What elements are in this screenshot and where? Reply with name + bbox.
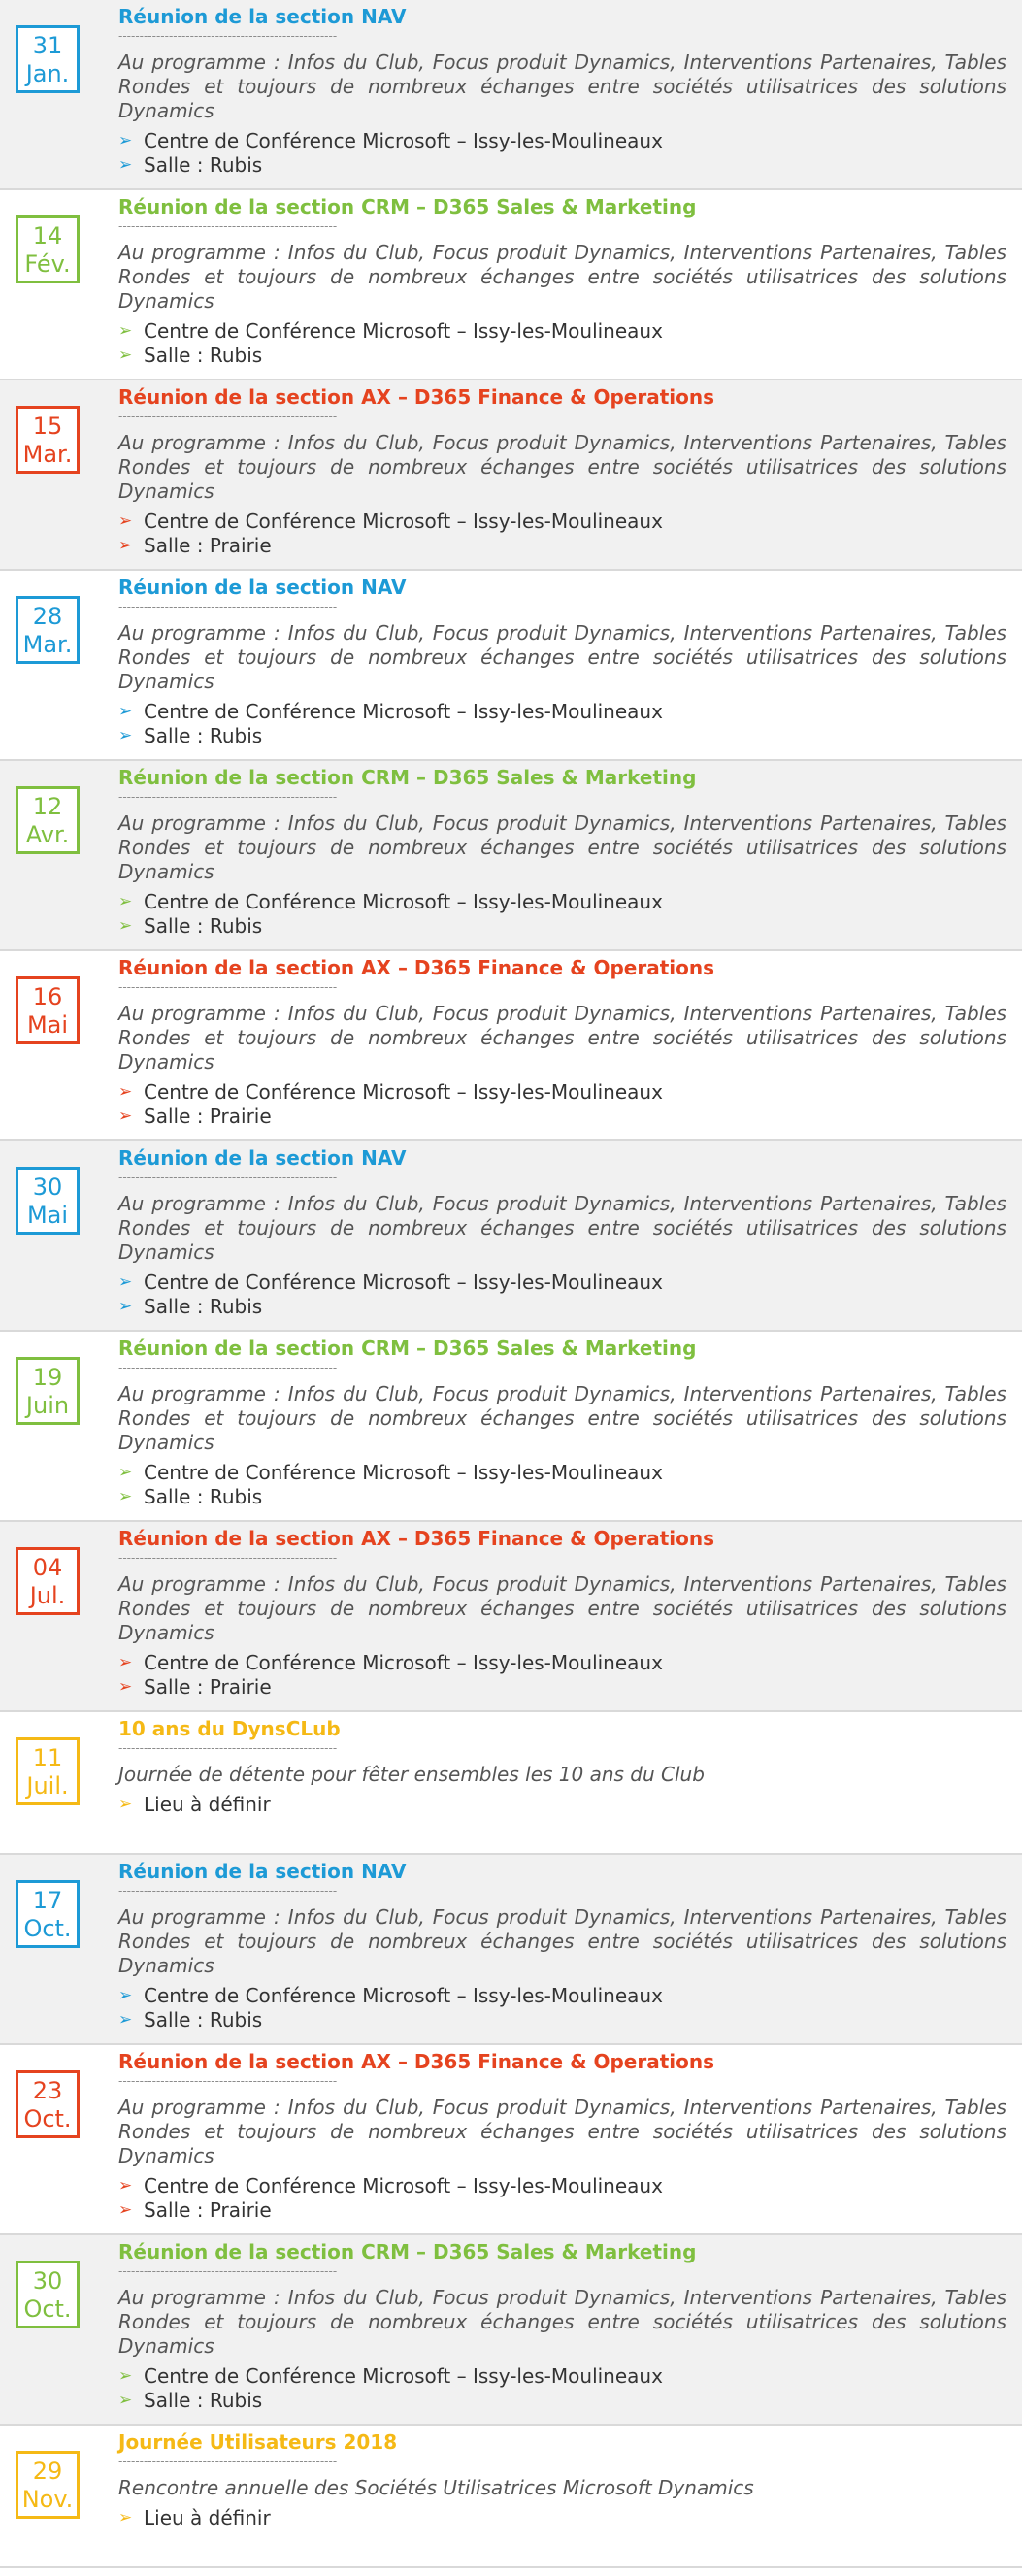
date-day: 12: [32, 793, 63, 820]
arrow-bullet-icon: ➢: [118, 1677, 133, 1697]
event-content: [118, 194, 1006, 368]
separator-line: ----------------------------------------------------: [118, 1741, 338, 1755]
bullet-item: [118, 129, 1006, 153]
date-badge: [16, 2451, 80, 2519]
date-badge: [16, 1880, 80, 1948]
date-day: 17: [32, 1887, 63, 1914]
event-title[interactable]: Réunion de la section NAV: [118, 1146, 407, 1170]
date-month: Mai: [26, 1011, 69, 1039]
separator-line: ----------------------------------------------------: [118, 1884, 338, 1898]
date-day: 15: [32, 413, 63, 440]
separator-line: ----------------------------------------------------: [118, 1361, 338, 1374]
event-row: [0, 571, 1022, 761]
event-title[interactable]: Réunion de la section AX – D365 Finance & Operations: [118, 956, 715, 979]
bullet-text: Salle : Prairie: [144, 534, 272, 557]
event-content: [118, 2049, 1006, 2223]
date-month: Oct.: [23, 1915, 72, 1942]
bullet-item: [118, 1984, 1006, 2008]
bullet-text: Centre de Conférence Microsoft – Issy-les-Moulineaux: [144, 700, 663, 723]
arrow-bullet-icon: ➢: [118, 2391, 133, 2410]
bullet-item: [118, 2008, 1006, 2032]
date-day: 16: [32, 983, 63, 1010]
date-day: 23: [32, 2077, 63, 2104]
arrow-bullet-icon: ➢: [118, 1272, 133, 1292]
arrow-bullet-icon: ➢: [118, 726, 133, 745]
bullet-list: [118, 1793, 1006, 1817]
bullet-list: [118, 700, 1006, 748]
bullet-list: [118, 890, 1006, 939]
event-description: Rencontre annuelle des Sociétés Utilisatrices Microsoft Dynamics: [118, 2476, 754, 2499]
separator-line: ----------------------------------------------------: [118, 790, 338, 804]
event-title[interactable]: Réunion de la section NAV: [118, 1860, 407, 1883]
date-day: 19: [32, 1364, 63, 1391]
bullet-text: Lieu à définir: [144, 1793, 271, 1816]
event-row: [0, 1522, 1022, 1712]
date-badge: [16, 1737, 80, 1805]
event-description: Au programme : Infos du Club, Focus produit Dynamics, Interventions Partenaires, Tables Rondes et toujours de nombreux échanges entre sociétés utilisatrices des solutions Dynamics: [118, 1382, 1006, 1454]
date-day: 31: [32, 32, 63, 59]
bullet-text: Salle : Rubis: [144, 2389, 263, 2412]
bullet-list: [118, 510, 1006, 558]
bullet-list: [118, 1080, 1006, 1129]
event-row: [0, 1141, 1022, 1332]
event-description: Au programme : Infos du Club, Focus produit Dynamics, Interventions Partenaires, Tables Rondes et toujours de nombreux échanges entre sociétés utilisatrices des solutions Dynamics: [118, 1572, 1006, 1644]
date-badge: [16, 596, 80, 664]
bullet-item: [118, 2198, 1006, 2223]
event-content: [118, 1526, 1006, 1700]
arrow-bullet-icon: ➢: [118, 2010, 133, 2030]
event-description: Au programme : Infos du Club, Focus produit Dynamics, Interventions Partenaires, Tables Rondes et toujours de nombreux échanges entre sociétés utilisatrices des solutions Dynamics: [118, 621, 1006, 693]
bullet-text: Centre de Conférence Microsoft – Issy-les-Moulineaux: [144, 1651, 663, 1674]
event-content: [118, 1859, 1006, 2032]
event-description: Au programme : Infos du Club, Focus produit Dynamics, Interventions Partenaires, Tables Rondes et toujours de nombreux échanges entre sociétés utilisatrices des solutions Dynamics: [118, 2286, 1006, 2358]
event-content: [118, 575, 1006, 748]
separator-line: ----------------------------------------------------: [118, 2264, 338, 2278]
arrow-bullet-icon: ➢: [118, 512, 133, 531]
bullet-text: Salle : Rubis: [144, 344, 263, 367]
bullet-list: [118, 319, 1006, 368]
event-description: Au programme : Infos du Club, Focus produit Dynamics, Interventions Partenaires, Tables Rondes et toujours de nombreux échanges entre sociétés utilisatrices des solutions Dynamics: [118, 1192, 1006, 1264]
event-title[interactable]: Journée Utilisateurs 2018: [118, 2430, 398, 2454]
date-month: Oct.: [23, 2105, 72, 2132]
bullet-text: Centre de Conférence Microsoft – Issy-les-Moulineaux: [144, 1461, 663, 1484]
bullet-item: [118, 1485, 1006, 1509]
event-description: Au programme : Infos du Club, Focus produit Dynamics, Interventions Partenaires, Tables Rondes et toujours de nombreux échanges entre sociétés utilisatrices des solutions Dynamics: [118, 2096, 1006, 2167]
bullet-item: [118, 153, 1006, 178]
bullet-item: [118, 724, 1006, 748]
date-day: 14: [32, 222, 63, 249]
bullet-list: [118, 2174, 1006, 2223]
date-month: Oct.: [23, 2295, 72, 2323]
date-badge: [16, 215, 80, 283]
event-title[interactable]: Réunion de la section NAV: [118, 5, 407, 28]
event-title[interactable]: Réunion de la section CRM – D365 Sales & Marketing: [118, 766, 697, 789]
date-day: 28: [32, 603, 63, 630]
bullet-text: Centre de Conférence Microsoft – Issy-les-Moulineaux: [144, 890, 663, 913]
arrow-bullet-icon: ➢: [118, 702, 133, 721]
event-title[interactable]: Réunion de la section CRM – D365 Sales & Marketing: [118, 2240, 697, 2263]
bullet-list: [118, 1461, 1006, 1509]
separator-line: ----------------------------------------------------: [118, 2074, 338, 2088]
arrow-bullet-icon: ➢: [118, 1487, 133, 1506]
event-description: Au programme : Infos du Club, Focus produit Dynamics, Interventions Partenaires, Tables Rondes et toujours de nombreux échanges entre sociétés utilisatrices des solutions Dynamics: [118, 50, 1006, 122]
bullet-text: Salle : Rubis: [144, 1295, 263, 1318]
arrow-bullet-icon: ➢: [118, 1986, 133, 2005]
arrow-bullet-icon: ➢: [118, 2366, 133, 2386]
bullet-item: [118, 1105, 1006, 1129]
bullet-item: [118, 534, 1006, 558]
bullet-text: Centre de Conférence Microsoft – Issy-les-Moulineaux: [144, 1080, 663, 1104]
bullet-text: Centre de Conférence Microsoft – Issy-les-Moulineaux: [144, 1984, 663, 2007]
event-title[interactable]: Réunion de la section AX – D365 Finance & Operations: [118, 385, 715, 409]
bullet-list: [118, 1984, 1006, 2032]
date-month: Juin: [25, 1392, 70, 1419]
event-description: Journée de détente pour fêter ensembles les 10 ans du Club: [118, 1763, 705, 1786]
event-row: [0, 190, 1022, 380]
bullet-item: [118, 1675, 1006, 1700]
date-day: 29: [32, 2458, 63, 2485]
separator-line: ----------------------------------------------------: [118, 2455, 338, 2468]
bullet-text: Centre de Conférence Microsoft – Issy-les-Moulineaux: [144, 1271, 663, 1294]
event-title[interactable]: Réunion de la section AX – D365 Finance & Operations: [118, 1527, 715, 1550]
bullet-text: Salle : Rubis: [144, 1485, 263, 1508]
event-content: [118, 1716, 1006, 1817]
event-title[interactable]: Réunion de la section CRM – D365 Sales & Marketing: [118, 195, 697, 218]
separator-line: ----------------------------------------------------: [118, 600, 338, 613]
bullet-item: [118, 1295, 1006, 1319]
date-month: Jan.: [25, 60, 70, 87]
date-badge: [16, 1547, 80, 1615]
event-content: [118, 384, 1006, 558]
bullet-item: [118, 1080, 1006, 1105]
bullet-text: Centre de Conférence Microsoft – Issy-les-Moulineaux: [144, 2364, 663, 2388]
arrow-bullet-icon: ➢: [118, 321, 133, 341]
arrow-bullet-icon: ➢: [118, 155, 133, 175]
bullet-text: Lieu à définir: [144, 2506, 271, 2529]
bullet-item: [118, 319, 1006, 344]
arrow-bullet-icon: ➢: [118, 1463, 133, 1482]
event-row: [0, 2426, 1022, 2568]
bullet-item: [118, 1461, 1006, 1485]
date-month: Fév.: [24, 250, 71, 278]
bullet-item: [118, 700, 1006, 724]
event-content: [118, 955, 1006, 1129]
date-badge: [16, 786, 80, 854]
bullet-item: [118, 2506, 1006, 2530]
bullet-text: Salle : Prairie: [144, 2198, 272, 2222]
arrow-bullet-icon: ➢: [118, 1297, 133, 1316]
date-month: Nov.: [21, 2486, 74, 2513]
event-description: Au programme : Infos du Club, Focus produit Dynamics, Interventions Partenaires, Tables Rondes et toujours de nombreux échanges entre sociétés utilisatrices des solutions Dynamics: [118, 241, 1006, 313]
event-row: [0, 380, 1022, 571]
date-day: 04: [32, 1554, 63, 1581]
date-month: Juil.: [26, 1772, 69, 1800]
bullet-item: [118, 1271, 1006, 1295]
event-content: [118, 4, 1006, 178]
bullet-text: Salle : Rubis: [144, 2008, 263, 2031]
date-day: 30: [32, 2267, 63, 2295]
date-month: Mar.: [22, 441, 73, 468]
arrow-bullet-icon: ➢: [118, 1653, 133, 1672]
date-badge: [16, 976, 80, 1044]
bullet-list: [118, 129, 1006, 178]
event-row: [0, 1332, 1022, 1522]
bullet-item: [118, 510, 1006, 534]
date-badge: [16, 25, 80, 93]
bullet-item: [118, 1793, 1006, 1817]
date-month: Mai: [26, 1202, 69, 1229]
event-description: Au programme : Infos du Club, Focus produit Dynamics, Interventions Partenaires, Tables Rondes et toujours de nombreux échanges entre sociétés utilisatrices des solutions Dynamics: [118, 811, 1006, 883]
bullet-text: Centre de Conférence Microsoft – Issy-les-Moulineaux: [144, 2174, 663, 2197]
bullet-text: Salle : Rubis: [144, 914, 263, 938]
separator-line: ----------------------------------------------------: [118, 1551, 338, 1565]
event-title[interactable]: Réunion de la section CRM – D365 Sales & Marketing: [118, 1337, 697, 1360]
separator-line: ----------------------------------------------------: [118, 410, 338, 423]
date-badge: [16, 1357, 80, 1425]
bullet-text: Salle : Rubis: [144, 153, 263, 177]
bullet-item: [118, 2364, 1006, 2389]
arrow-bullet-icon: ➢: [118, 892, 133, 911]
bullet-item: [118, 1651, 1006, 1675]
bullet-list: [118, 2506, 1006, 2530]
arrow-bullet-icon: ➢: [118, 2508, 133, 2527]
bullet-list: [118, 1651, 1006, 1700]
bullet-text: Salle : Prairie: [144, 1105, 272, 1128]
bullet-item: [118, 2389, 1006, 2413]
separator-line: ----------------------------------------------------: [118, 29, 338, 43]
bullet-text: Centre de Conférence Microsoft – Issy-les-Moulineaux: [144, 129, 663, 152]
date-month: Mar.: [22, 631, 73, 658]
event-row: [0, 761, 1022, 951]
arrow-bullet-icon: ➢: [118, 536, 133, 555]
bullet-text: Salle : Prairie: [144, 1675, 272, 1699]
bullet-item: [118, 2174, 1006, 2198]
arrow-bullet-icon: ➢: [118, 346, 133, 365]
bullet-list: [118, 2364, 1006, 2413]
arrow-bullet-icon: ➢: [118, 2200, 133, 2220]
arrow-bullet-icon: ➢: [118, 131, 133, 150]
bullet-list: [118, 1271, 1006, 1319]
date-badge: [16, 2261, 80, 2328]
event-description: Au programme : Infos du Club, Focus produit Dynamics, Interventions Partenaires, Tables Rondes et toujours de nombreux échanges entre sociétés utilisatrices des solutions Dynamics: [118, 1002, 1006, 1073]
arrow-bullet-icon: ➢: [118, 1795, 133, 1814]
arrow-bullet-icon: ➢: [118, 1082, 133, 1102]
bullet-text: Salle : Rubis: [144, 724, 263, 747]
event-title[interactable]: 10 ans du DynsCLub: [118, 1717, 341, 1740]
arrow-bullet-icon: ➢: [118, 916, 133, 936]
event-description: Au programme : Infos du Club, Focus produit Dynamics, Interventions Partenaires, Tables Rondes et toujours de nombreux échanges entre sociétés utilisatrices des solutions Dynamics: [118, 431, 1006, 503]
separator-line: ----------------------------------------------------: [118, 1171, 338, 1184]
date-day: 11: [32, 1744, 63, 1771]
date-month: Jul.: [29, 1582, 66, 1609]
event-row: [0, 1712, 1022, 1855]
arrow-bullet-icon: ➢: [118, 2176, 133, 2196]
bullet-item: [118, 890, 1006, 914]
date-badge: [16, 406, 80, 474]
date-month: Avr.: [25, 821, 70, 848]
event-title[interactable]: Réunion de la section NAV: [118, 576, 407, 599]
separator-line: ----------------------------------------------------: [118, 219, 338, 233]
event-row: [0, 2045, 1022, 2235]
event-row: [0, 1855, 1022, 2045]
event-content: [118, 2429, 1006, 2530]
event-row: [0, 0, 1022, 190]
event-title[interactable]: Réunion de la section AX – D365 Finance & Operations: [118, 2050, 715, 2073]
bullet-text: Centre de Conférence Microsoft – Issy-les-Moulineaux: [144, 319, 663, 343]
event-row: [0, 2235, 1022, 2426]
event-content: [118, 1145, 1006, 1319]
date-day: 30: [32, 1173, 63, 1201]
date-badge: [16, 1167, 80, 1235]
event-content: [118, 1336, 1006, 1509]
event-row: [0, 951, 1022, 1141]
event-description: Au programme : Infos du Club, Focus produit Dynamics, Interventions Partenaires, Tables Rondes et toujours de nombreux échanges entre sociétés utilisatrices des solutions Dynamics: [118, 1905, 1006, 1977]
arrow-bullet-icon: ➢: [118, 1106, 133, 1126]
separator-line: ----------------------------------------------------: [118, 980, 338, 994]
event-content: [118, 2239, 1006, 2413]
date-badge: [16, 2070, 80, 2138]
bullet-item: [118, 914, 1006, 939]
bullet-text: Centre de Conférence Microsoft – Issy-les-Moulineaux: [144, 510, 663, 533]
bullet-item: [118, 344, 1006, 368]
event-content: [118, 765, 1006, 939]
